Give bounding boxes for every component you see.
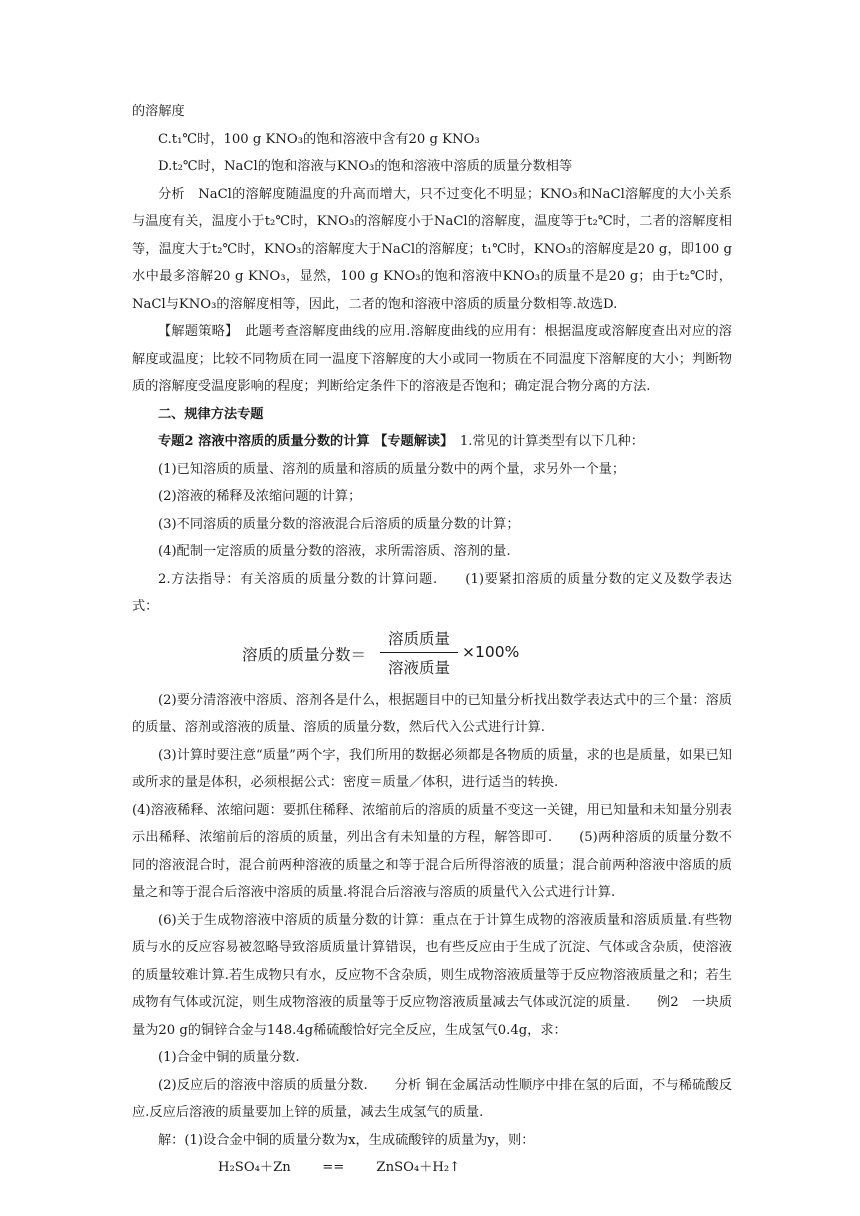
equation-arrow: == [322,1160,345,1175]
calc-type-3: (3)不同溶质的质量分数的溶液混合后溶质的质量分数的计算； [158,516,520,532]
option-d: D.t₂℃时，NaCl的饱和溶液与KNO₃的饱和溶液中溶质的质量分数相等 [158,159,573,174]
topic-intro: 1.常见的计算类型有以下几种： [446,434,644,449]
formula-fraction [380,627,458,678]
calc-type-2: (2)溶液的稀释及浓缩问题的计算； [158,489,362,504]
question-1: (1)合金中铜的质量分数. [158,1050,300,1065]
mass-fraction-formula [132,625,732,681]
method-point-6: (6)关于生成物溶液中溶质的质量分数的计算：重点在于计算生成物的溶液质量和溶质质量.有些物质与水的反应容易被忽略导致溶质质量计算错误，也有些反应由于生成了沉淀、气体或含杂质，使溶液的质量较难计算.若生成物只有水，反应物不含杂质，则生成物溶液质量等于反应物溶液质量之和；若生成物有气体或沉淀，则生成物溶液的质量等于反应物溶液质量减去气体或沉淀的质量. 例2 一块质量为20 g的铜锌合金与148.4g稀硫酸恰好完全反应，生成氢气0.4g，求： [132,912,733,1038]
method-point-4-5: (4)溶液稀释、浓缩问题：要抓住稀释、浓缩前后的溶质的质量不变这一关键，用已知量和未知量分别表示出稀释、浓缩前后的溶质的质量，列出含有未知量的方程，解答即可. (5)两种溶质的质量分数不同的溶液混合时，混合前两种溶液的质量之和等于混合后所得溶液的质量；混合前两种溶液中溶质的质量之和等于混合后溶液中溶质的质量.将混合后溶液与溶质的质量代入公式进行计算. [132,802,732,900]
formula-tail: ×100% [462,642,520,661]
equation-left: H₂SO₄＋Zn [218,1160,291,1175]
strategy-paragraph: 【解题策略】 此题考查溶解度曲线的应用.溶解度曲线的应用有：根据温度或溶解度查出对应的溶解度或温度；比较不同物质在同一温度下溶解度的大小或同一物质在不同温度下溶解度的大小；判断物质的溶解度受温度影响的程度；判断给定条件下的溶液是否饱和；确定混合物分离的方法. [132,324,732,394]
question-2: (2)反应后的溶液中溶质的质量分数. 分析 铜在金属活动性顺序中排在氢的后面，不与稀硫酸反应.反应后溶液的质量要加上锌的质量，减去生成氢气的质量. [132,1077,732,1120]
formula-lhs: 溶质的质量分数＝ [242,645,367,664]
calc-type-4: (4)配制一定溶质的质量分数的溶液，求所需溶质、溶剂的量. [158,544,511,559]
method-guide: 2.方法指导：有关溶质的质量分数的计算问题. (1)要紧扣溶质的质量分数的定义及数学表达式： [132,571,732,614]
formula-denominator: 溶液质量 [387,658,450,677]
equation-right: ZnSO₄＋H₂↑ [376,1160,461,1175]
document-body [132,98,732,1182]
formula-numerator: 溶质质量 [380,627,458,653]
section-heading: 二、规律方法专题 [158,406,264,422]
paragraph-continuation: 的溶解度 [132,104,185,119]
analysis-paragraph: 分析 NaCl的溶解度随温度的升高而增大，只不过变化不明显；KNO₃和NaCl溶解度的大小关系与温度有关，温度小于t₂℃时，KNO₃的溶解度小于NaCl的溶解度，温度等于t₂℃时，二者的溶解度相等，温度大于t₂℃时，KNO₃的溶解度大于NaCl的溶解度；t₁℃时，KNO₃的溶解度是20 g，即100 g水中最多溶解20 g KNO₃，显然，100 g KNO₃的饱和溶液中KNO₃的质量不是20 g；由于t₂℃时，NaCl与KNO₃的溶解度相等，因此，二者的饱和溶液中溶质的质量分数相等.故选D. [132,186,732,312]
method-point-3: (3)计算时要注意“质量”两个字，我们所用的数据必须都是各物质的质量，求的也是质量，如果已知或所求的量是体积，必须根据公式：密度＝质量／体积，进行适当的转换. [132,747,732,790]
option-c: C.t₁℃时，100 g KNO₃的饱和溶液中含有20 g KNO₃ [158,131,480,147]
chemical-equation [132,1154,732,1182]
method-point-2: (2)要分清溶液中溶质、溶剂各是什么，根据题目中的已知量分析找出数学表达式中的三个量：溶质的质量、溶剂或溶液的质量、溶质的质量分数，然后代入公式进行计算. [132,692,732,735]
topic-title: 专题2 溶液中溶质的质量分数的计算 【专题解读】 [158,434,447,449]
solution-intro: 解：(1)设合金中铜的质量分数为x，生成硫酸锌的质量为y，则： [158,1132,535,1148]
topic-heading [132,428,732,456]
calc-type-1: (1)已知溶质的质量、溶剂的质量和溶质的质量分数中的两个量，求另外一个量； [158,461,626,477]
